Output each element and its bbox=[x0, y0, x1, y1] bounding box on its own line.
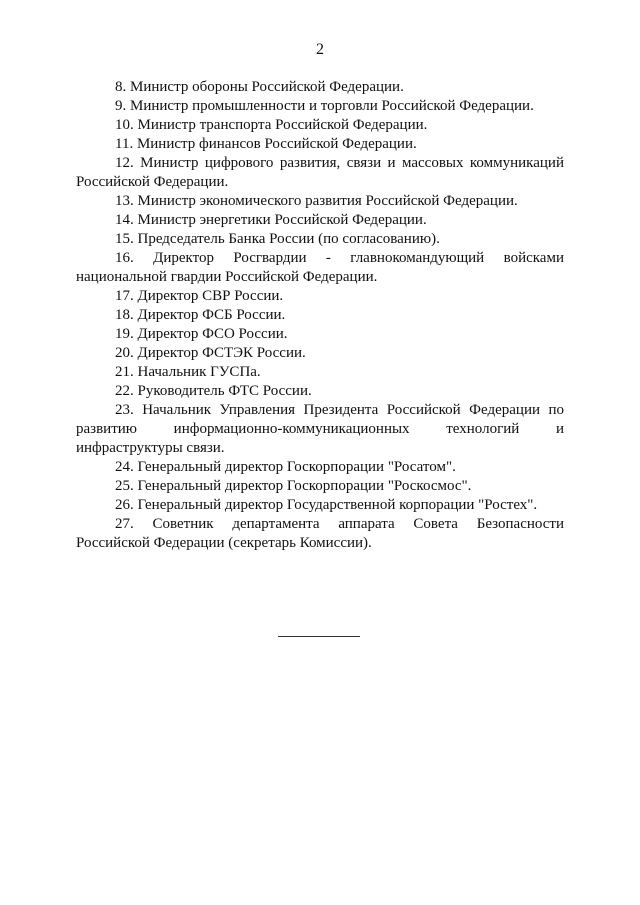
list-item: 23. Начальник Управления Президента Российской Федерации по развитию информационно-коммуникационных технологий и инфраструктуры связи. bbox=[76, 402, 564, 456]
member-list bbox=[76, 78, 564, 553]
list-item: 8. Министр обороны Российской Федерации. bbox=[115, 79, 404, 95]
list-item: 18. Директор ФСБ России. bbox=[115, 307, 286, 323]
list-item: 17. Директор СВР России. bbox=[115, 288, 284, 304]
list-item: 19. Директор ФСО России. bbox=[115, 326, 288, 342]
list-item: 26. Генеральный директор Государственной корпорации "Ростех". bbox=[115, 497, 538, 513]
list-item: 27. Советник департамента аппарата Совета Безопасности Российской Федерации (секретарь Комиссии). bbox=[76, 516, 564, 551]
list-item: 25. Генеральный директор Госкорпорации "Роскосмос". bbox=[115, 478, 472, 494]
list-item: 15. Председатель Банка России (по согласованию). bbox=[115, 231, 440, 247]
list-item: 13. Министр экономического развития Российской Федерации. bbox=[115, 193, 518, 209]
list-item: 20. Директор ФСТЭК России. bbox=[115, 345, 306, 361]
list-item: 22. Руководитель ФТС России. bbox=[115, 383, 312, 399]
page-number: 2 bbox=[316, 41, 324, 58]
list-item: 12. Министр цифрового развития, связи и массовых коммуникаций Российской Федерации. bbox=[76, 155, 564, 190]
list-item: 9. Министр промышленности и торговли Российской Федерации. bbox=[115, 98, 534, 114]
list-item: 10. Министр транспорта Российской Федерации. bbox=[115, 117, 428, 133]
list-item: 16. Директор Росгвардии - главнокомандующий войсками национальной гвардии Российской Федерации. bbox=[76, 250, 564, 285]
end-divider bbox=[278, 636, 360, 637]
list-item: 21. Начальник ГУСПа. bbox=[115, 364, 261, 380]
list-item: 24. Генеральный директор Госкорпорации "Росатом". bbox=[115, 459, 456, 475]
list-item: 11. Министр финансов Российской Федерации. bbox=[115, 136, 417, 152]
list-item: 14. Министр энергетики Российской Федерации. bbox=[115, 212, 427, 228]
